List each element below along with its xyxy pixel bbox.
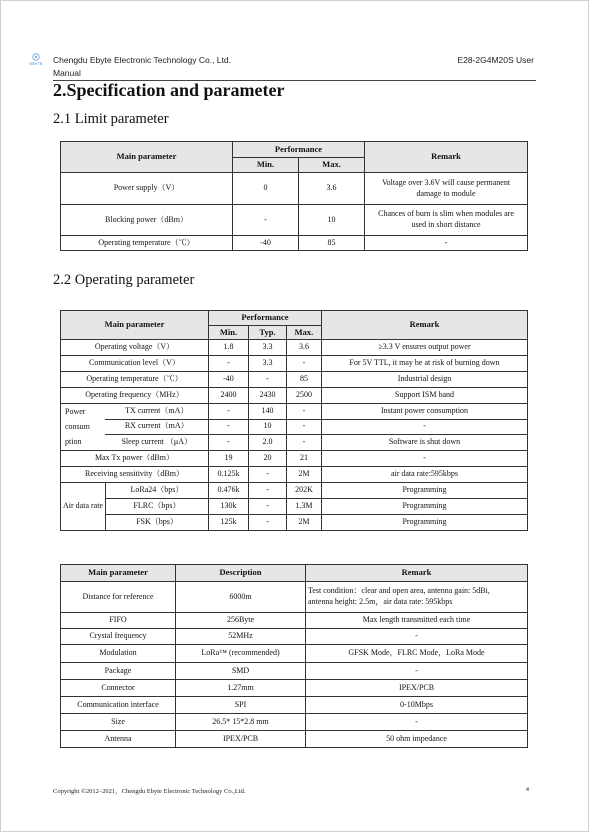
remark-cell: [365, 205, 528, 236]
max-cell: 3.6: [286, 340, 321, 356]
table-row: [61, 514, 528, 530]
max-cell: 85: [286, 372, 321, 388]
table-row: [61, 435, 528, 451]
description-cell: 26.5* 15*2.8 mm: [176, 714, 306, 731]
table-row: [61, 466, 528, 482]
typ-cell: 3.3: [248, 356, 286, 372]
typ-cell: 20: [248, 450, 286, 466]
table-row: [61, 388, 528, 404]
footer-copyright: Copyright ©2012–2021，Chengdu Ebyte Electronic Technology Co.,Ltd.: [53, 788, 246, 795]
param-cell: Communication interface: [61, 697, 176, 714]
param-cell: Operating temperature（℃）: [61, 236, 233, 251]
param-cell: Package: [61, 663, 176, 680]
param-cell: TX current（mA）: [105, 404, 208, 420]
param-cell: Connector: [61, 680, 176, 697]
table-row: [61, 582, 528, 613]
operating-parameter-table: [60, 310, 528, 531]
remark-line-1: Voltage over 3.6V will cause permanent: [381, 177, 511, 187]
power-label-line-2: consum: [65, 422, 90, 432]
min-cell: 0.125k: [208, 466, 248, 482]
description-cell: 256Byte: [176, 613, 306, 629]
remark-cell: Programming: [321, 482, 527, 498]
remark-cell: For 5V TTL, it may be at risk of burning down: [321, 356, 527, 372]
table-row: [61, 340, 528, 356]
description-table: [60, 564, 528, 748]
table-row: [61, 663, 528, 680]
min-cell: -: [208, 404, 248, 420]
table-row: [61, 645, 528, 663]
min-cell: -: [233, 205, 299, 236]
param-cell: FIFO: [61, 613, 176, 629]
power-label-line-3: ption: [65, 437, 82, 447]
param-cell: Blocking power（dBm）: [61, 205, 233, 236]
description-cell: IPEX/PCB: [176, 731, 306, 748]
min-cell: 0.476k: [208, 482, 248, 498]
remark-cell: -: [365, 236, 528, 251]
limit-parameter-table: [60, 141, 528, 251]
remark-cell: -: [321, 419, 527, 435]
description-cell: 6000m: [176, 582, 306, 613]
min-cell: 19: [208, 450, 248, 466]
param-cell: Size: [61, 714, 176, 731]
remark-cell: Software is shut down: [321, 435, 527, 451]
col-description: Description: [176, 565, 306, 582]
min-cell: 130k: [208, 498, 248, 514]
typ-cell: 3.3: [248, 340, 286, 356]
col-max: Max.: [286, 326, 321, 340]
min-cell: 1.8: [208, 340, 248, 356]
col-remark: Remark: [321, 311, 527, 340]
param-cell: Receiving sensitivity（dBm）: [61, 466, 209, 482]
min-cell: -: [208, 356, 248, 372]
table-row: [61, 205, 528, 236]
param-cell: Modulation: [61, 645, 176, 663]
col-main-parameter: Main parameter: [61, 311, 209, 340]
typ-cell: 2430: [248, 388, 286, 404]
footer-page-number: 4: [525, 786, 529, 793]
remark-cell: Max length transmitted each time: [306, 613, 528, 629]
param-cell: LoRa24（bps）: [105, 482, 208, 498]
remark-cell: [365, 173, 528, 205]
min-cell: -: [208, 419, 248, 435]
col-max: Max.: [299, 158, 365, 173]
typ-cell: -: [248, 482, 286, 498]
param-cell: Sleep current （μA）: [105, 435, 208, 451]
remark-cell: Programming: [321, 514, 527, 530]
table-row: [61, 498, 528, 514]
param-cell: RX current（mA）: [105, 419, 208, 435]
param-cell: FLRC（bps）: [105, 498, 208, 514]
param-cell: Antenna: [61, 731, 176, 748]
limit-parameter-heading: 2.1 Limit parameter: [53, 111, 169, 127]
remark-cell: IPEX/PCB: [306, 680, 528, 697]
remark-cell: -: [306, 629, 528, 645]
remark-cell: -: [321, 450, 527, 466]
header-product: E28-2G4M20S User: [457, 55, 534, 65]
description-cell: SMD: [176, 663, 306, 680]
svg-text:EBYTE: EBYTE: [29, 61, 43, 66]
col-min: Min.: [208, 326, 248, 340]
remark-line-2: used in short distance: [411, 220, 481, 229]
max-cell: 2500: [286, 388, 321, 404]
table-row: [61, 173, 528, 205]
max-cell: 202K: [286, 482, 321, 498]
remark-cell: air data rate:595kbps: [321, 466, 527, 482]
remark-cell: Industrial design: [321, 372, 527, 388]
max-cell: 2M: [286, 466, 321, 482]
table-row: [61, 731, 528, 748]
col-main-parameter: Main parameter: [61, 142, 233, 173]
param-cell: FSK（bps）: [105, 514, 208, 530]
max-cell: -: [286, 404, 321, 420]
operating-parameter-heading: 2.2 Operating parameter: [53, 272, 195, 288]
table-row: [61, 697, 528, 714]
table-row: [61, 419, 528, 435]
description-cell: 1.27mm: [176, 680, 306, 697]
remark-cell: Programming: [321, 498, 527, 514]
air-data-rate-label: [61, 482, 106, 530]
remark-line-1: Test condition：clear and open area, antenna gain: 5dBi,: [308, 586, 490, 596]
min-cell: 125k: [208, 514, 248, 530]
power-consumption-label: [61, 404, 106, 451]
min-cell: -40: [233, 236, 299, 251]
remark-cell: Support ISM band: [321, 388, 527, 404]
typ-cell: -: [248, 514, 286, 530]
max-cell: -: [286, 419, 321, 435]
max-cell: 10: [299, 205, 365, 236]
max-cell: 21: [286, 450, 321, 466]
typ-cell: -: [248, 372, 286, 388]
col-performance: Performance: [233, 142, 365, 158]
description-cell: LoRa™ (recommended): [176, 645, 306, 663]
remark-cell: 0-10Mbps: [306, 697, 528, 714]
header-company: Chengdu Ebyte Electronic Technology Co., Ltd.: [53, 55, 231, 65]
power-label-line-1: Power: [65, 407, 86, 416]
param-cell: Communication level（V）: [61, 356, 209, 372]
table-row: [61, 680, 528, 697]
param-cell: Distance for reference: [61, 582, 176, 613]
col-performance: Performance: [208, 311, 321, 326]
typ-cell: 2.0: [248, 435, 286, 451]
col-typ: Typ.: [248, 326, 286, 340]
section-title: 2.Specification and parameter: [53, 80, 285, 100]
remark-cell: [306, 582, 528, 613]
min-cell: 2400: [208, 388, 248, 404]
max-cell: 2M: [286, 514, 321, 530]
param-cell: Crystal frequency: [61, 629, 176, 645]
col-remark: Remark: [365, 142, 528, 173]
typ-cell: -: [248, 498, 286, 514]
table-row: [61, 372, 528, 388]
param-cell: Operating temperature（℃）: [61, 372, 209, 388]
typ-cell: 140: [248, 404, 286, 420]
table-row: [61, 356, 528, 372]
header-manual: Manual: [53, 68, 81, 78]
max-cell: -: [286, 435, 321, 451]
air-data-rate-text: Air data rate: [63, 500, 103, 510]
max-cell: -: [286, 356, 321, 372]
remark-line-2: antenna height: 2.5m，air data rate: 595kbps: [308, 597, 453, 606]
table-row: [61, 629, 528, 645]
min-cell: -: [208, 435, 248, 451]
col-remark: Remark: [306, 565, 528, 582]
remark-cell: -: [306, 714, 528, 731]
max-cell: 3.6: [299, 173, 365, 205]
max-cell: 1.3M: [286, 498, 321, 514]
param-cell: Max Tx power（dBm）: [61, 450, 209, 466]
description-cell: SPI: [176, 697, 306, 714]
max-cell: 85: [299, 236, 365, 251]
remark-cell: Instant power consumption: [321, 404, 527, 420]
col-main-parameter: Main parameter: [61, 565, 176, 582]
remark-cell: -: [306, 663, 528, 680]
table-row: [61, 613, 528, 629]
table-row: [61, 482, 528, 498]
remark-cell: ≥3.3 V ensures output power: [321, 340, 527, 356]
remark-line-1: Chances of burn is slim when modules are: [378, 209, 514, 219]
typ-cell: 10: [248, 419, 286, 435]
ebyte-logo: [25, 52, 47, 66]
param-cell: Power supply（V）: [61, 173, 233, 205]
table-row: [61, 450, 528, 466]
param-cell: Operating voltage（V）: [61, 340, 209, 356]
param-cell: Operating frequency（MHz）: [61, 388, 209, 404]
typ-cell: -: [248, 466, 286, 482]
table-row: [61, 404, 528, 420]
min-cell: 0: [233, 173, 299, 205]
table-row: [61, 714, 528, 731]
remark-cell: GFSK Mode，FLRC Mode，LoRa Mode: [306, 645, 528, 663]
remark-line-2: damage to module: [416, 188, 476, 198]
min-cell: -40: [208, 372, 248, 388]
table-row: [61, 236, 528, 251]
remark-cell: 50 ohm impedance: [306, 731, 528, 748]
col-min: Min.: [233, 158, 299, 173]
description-cell: 52MHz: [176, 629, 306, 645]
